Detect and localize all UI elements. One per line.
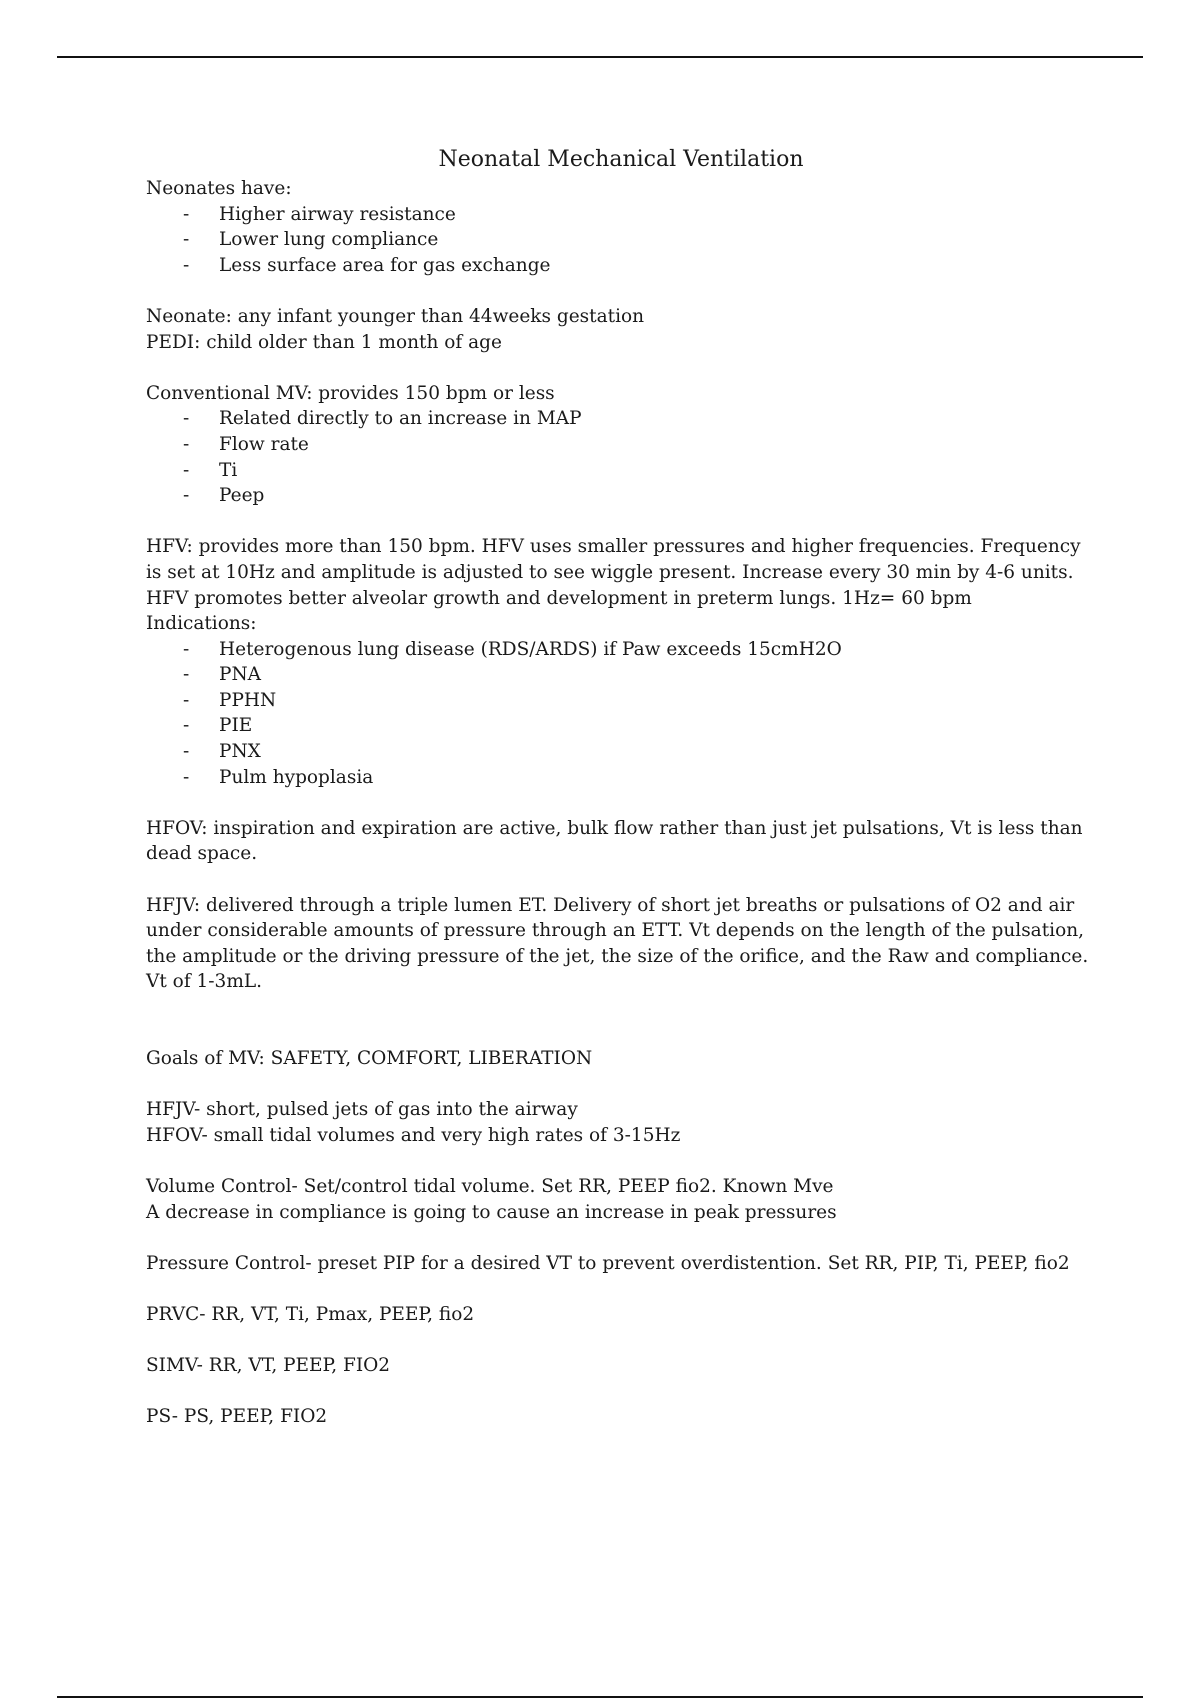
dash-bullet: - <box>183 715 190 737</box>
dash-bullet: - <box>183 229 190 251</box>
conventional-intro: Conventional MV: provides 150 bpm or less <box>146 382 555 404</box>
list-item <box>146 253 1096 279</box>
list-item <box>146 662 1096 688</box>
list-item <box>146 202 1096 228</box>
pedi-definition: PEDI: child older than 1 month of age <box>146 331 502 353</box>
list-item-text: PIE <box>219 715 253 737</box>
goals-line: Goals of MV: SAFETY, COMFORT, LIBERATION <box>146 1048 593 1069</box>
indications-list <box>146 637 1096 791</box>
list-item-text: Pulm hypoplasia <box>219 766 374 788</box>
list-item-text: PPHN <box>219 689 277 711</box>
list-item-text: Lower lung compliance <box>219 229 439 251</box>
pressure-control-line: Pressure Control- preset PIP for a desired VT to prevent overdistention. Set RR, PIP, Ti, PEEP, fio2 <box>146 1252 1070 1274</box>
hfjv-short-line: HFJV- short, pulsed jets of gas into the airway <box>146 1099 578 1121</box>
page-title: Neonatal Mechanical Ventilation <box>438 147 804 172</box>
list-item <box>146 406 1096 432</box>
list-item <box>146 227 1096 253</box>
dash-bullet: - <box>183 638 190 660</box>
conventional-list <box>146 406 1096 508</box>
dash-bullet: - <box>183 254 190 276</box>
hfv-paragraph: HFV: provides more than 150 bpm. HFV uses smaller pressures and higher frequencies. Frequency is set at 10Hz and amplitude is adjusted to see wiggle present. Increase every 30 min by 4-6 units. HFV promotes better alveolar growth and development in preterm lungs. 1Hz= 60 bpm <box>146 536 1081 609</box>
ps-line: PS- PS, PEEP, FIO2 <box>146 1406 328 1428</box>
dash-bullet: - <box>183 485 190 507</box>
hfov-paragraph: HFOV: inspiration and expiration are active, bulk flow rather than just jet pulsations, Vt is less than dead space. <box>146 817 1083 865</box>
list-item-text: PNA <box>219 664 261 686</box>
list-item-text: Ti <box>219 459 238 481</box>
dash-bullet: - <box>183 664 190 686</box>
list-item <box>146 432 1096 458</box>
indications-label: Indications: <box>146 613 257 635</box>
dash-bullet: - <box>183 766 190 788</box>
list-item-text: Heterogenous lung disease (RDS/ARDS) if Paw exceeds 15cmH2O <box>219 638 842 660</box>
dash-bullet: - <box>183 433 190 455</box>
neonates-intro: Neonates have: <box>146 178 292 199</box>
list-item-text: Flow rate <box>219 433 309 455</box>
list-item <box>146 765 1096 791</box>
prvc-line: PRVC- RR, VT, Ti, Pmax, PEEP, fio2 <box>146 1303 475 1325</box>
list-item-text: Less surface area for gas exchange <box>219 254 551 276</box>
list-item <box>146 688 1096 714</box>
list-item-text: Related directly to an increase in MAP <box>219 408 582 430</box>
neonate-definition: Neonate: any infant younger than 44weeks gestation <box>146 305 645 327</box>
neonates-list <box>146 202 1096 279</box>
list-item <box>146 458 1096 484</box>
header-rule <box>57 56 1143 58</box>
dash-bullet: - <box>183 689 190 711</box>
dash-bullet: - <box>183 203 190 225</box>
dash-bullet: - <box>183 741 190 763</box>
list-item <box>146 637 1096 663</box>
volume-control-line: Volume Control- Set/control tidal volume. Set RR, PEEP fio2. Known Mve <box>146 1175 834 1197</box>
document-body <box>146 144 1096 1430</box>
hfjv-paragraph: HFJV: delivered through a triple lumen ET. Delivery of short jet breaths or pulsations of O2 and air under considerable amounts of pressure through an ETT. Vt depends on the length of the pulsation, the amplitude or the driving pressure of the jet, the size of the orifice, and the Raw and compliance. Vt of 1-3mL. <box>146 894 1089 993</box>
list-item-text: Higher airway resistance <box>219 203 456 225</box>
hfov-short-line: HFOV- small tidal volumes and very high rates of 3-15Hz <box>146 1124 681 1146</box>
list-item-text: Peep <box>219 485 265 507</box>
dash-bullet: - <box>183 408 190 430</box>
simv-line: SIMV- RR, VT, PEEP, FIO2 <box>146 1355 391 1377</box>
compliance-note-line: A decrease in compliance is going to cause an increase in peak pressures <box>146 1201 837 1223</box>
dash-bullet: - <box>183 459 190 481</box>
list-item <box>146 739 1096 765</box>
list-item <box>146 483 1096 509</box>
list-item <box>146 713 1096 739</box>
footer-rule <box>57 1696 1143 1698</box>
list-item-text: PNX <box>219 741 261 763</box>
